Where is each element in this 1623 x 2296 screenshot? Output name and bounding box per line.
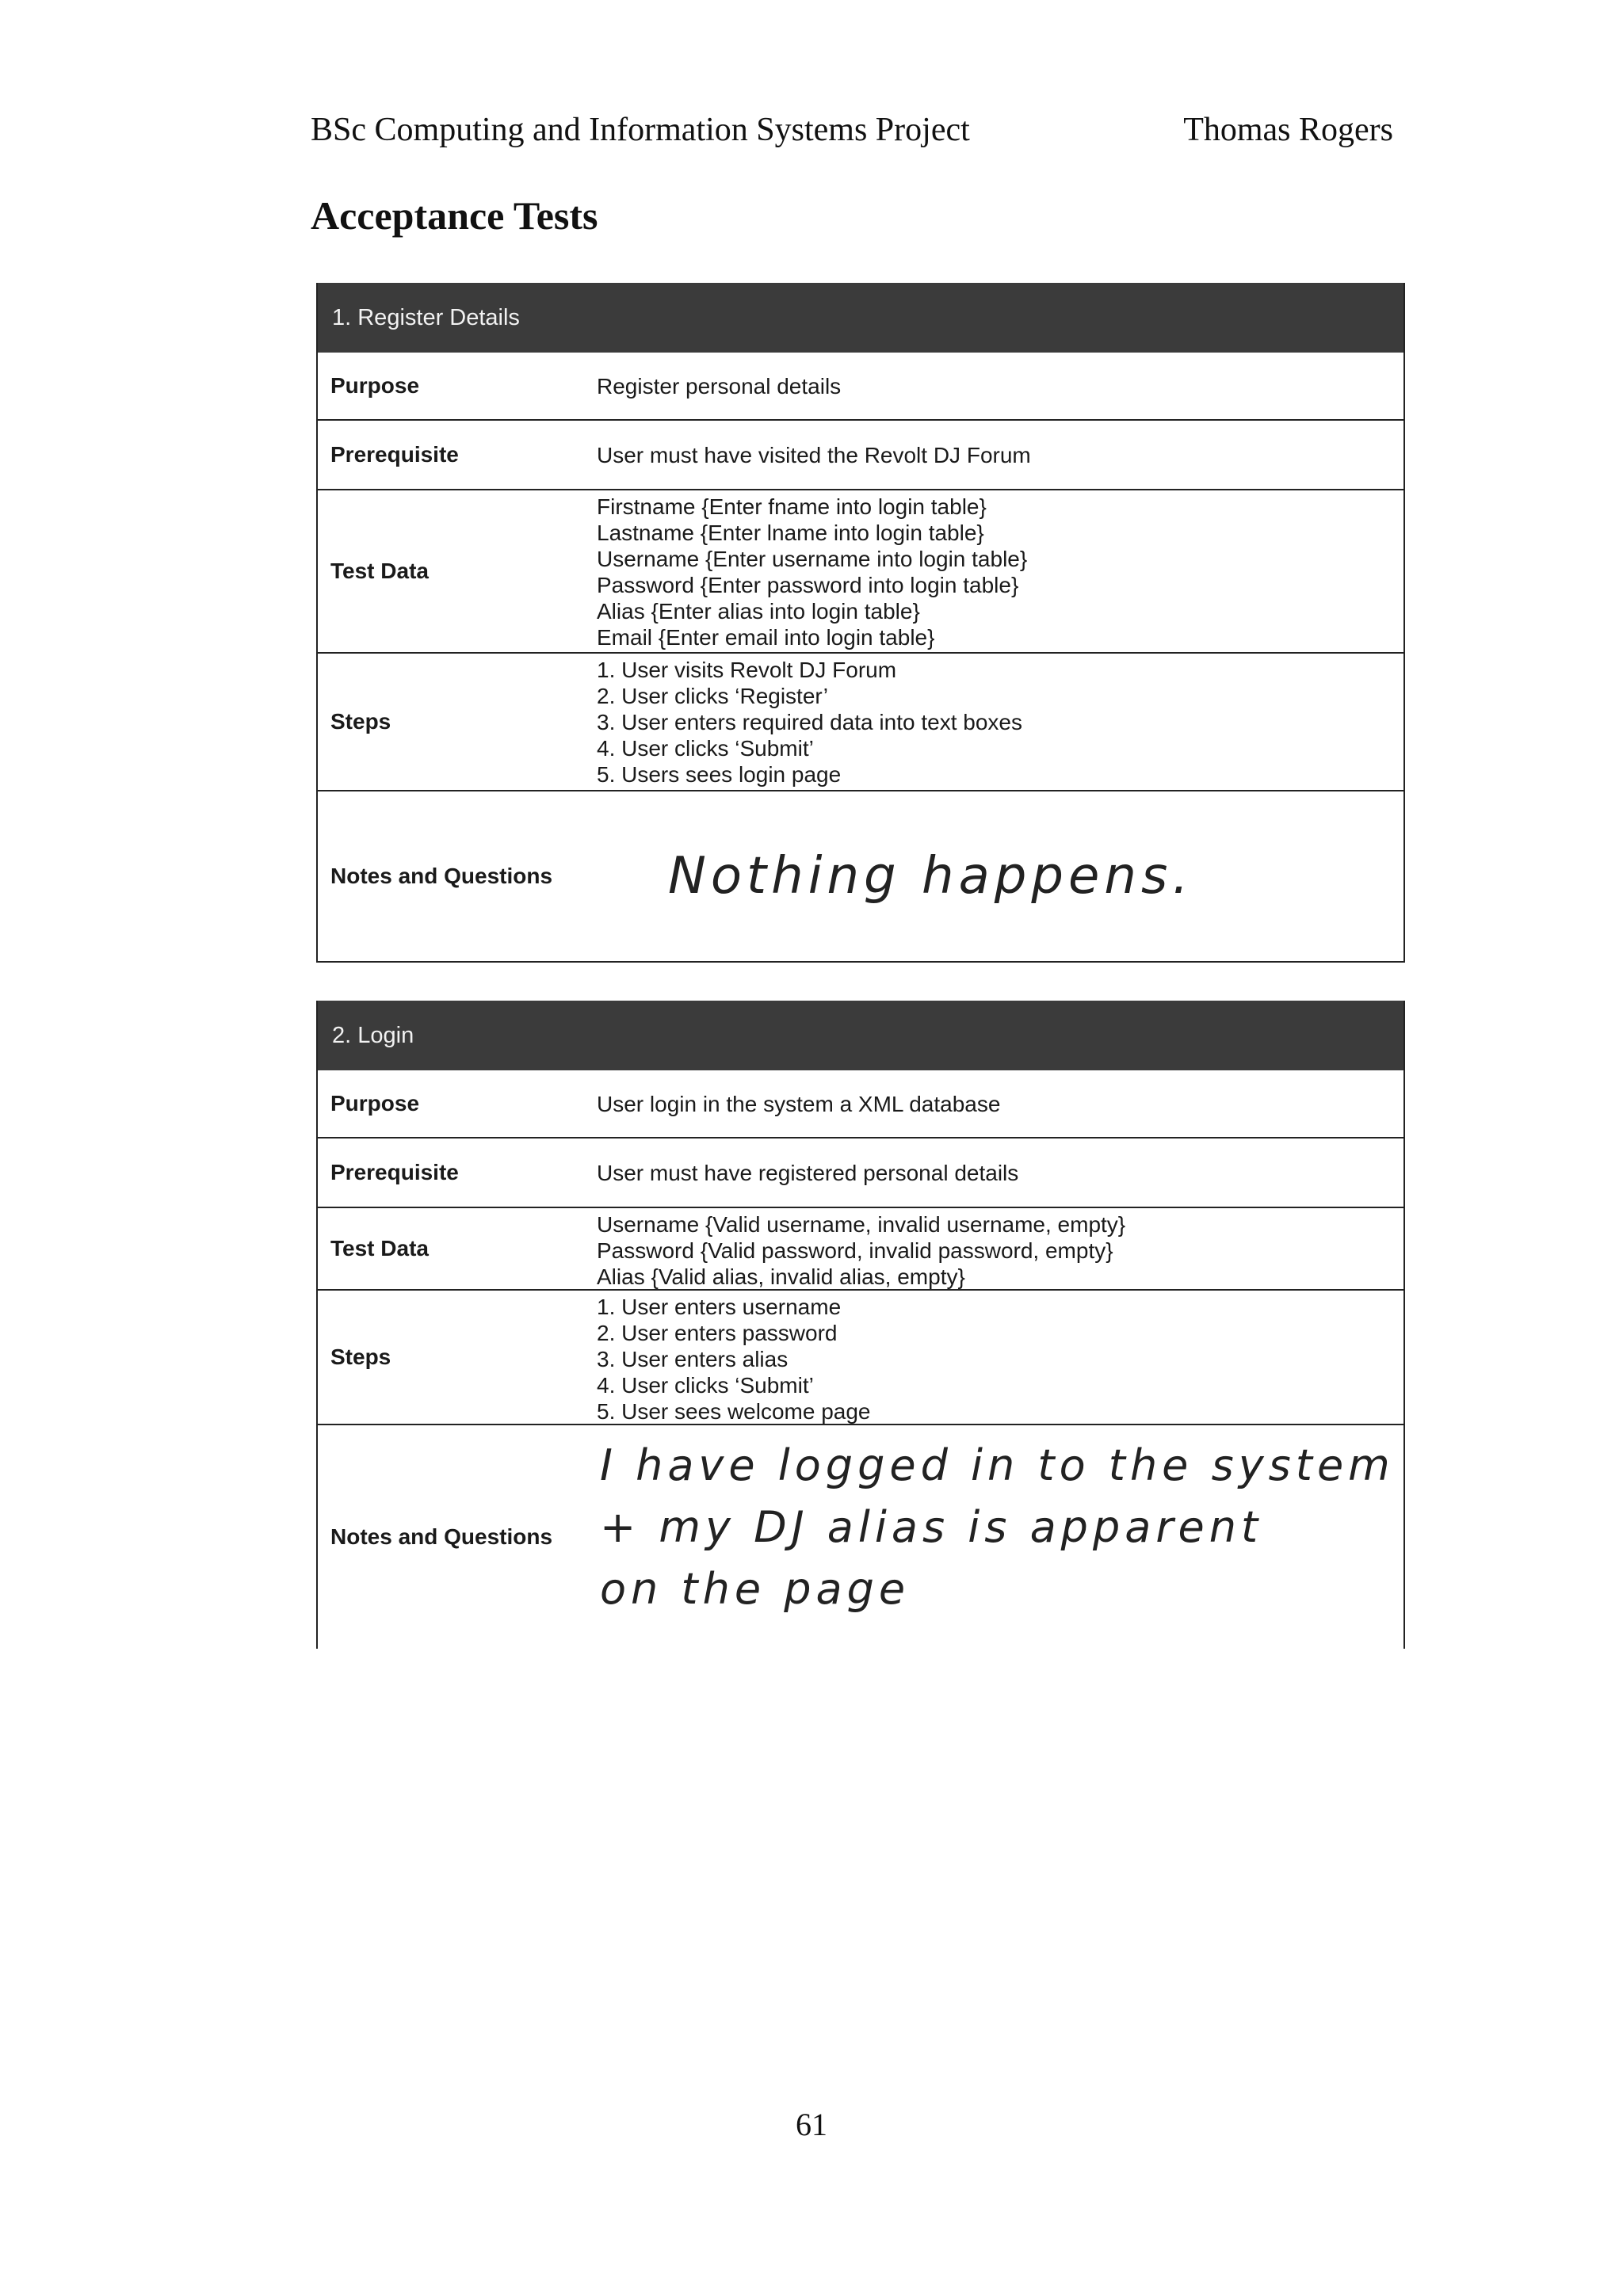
prerequisite-label: Prerequisite	[330, 442, 459, 467]
test-data-row	[318, 1208, 1403, 1291]
step-item: 3. User enters required data into text boxes	[597, 710, 1022, 734]
test-data-item: Username {Valid username, invalid username, empty}	[597, 1212, 1126, 1237]
step-item: 1. User visits Revolt DJ Forum	[597, 658, 897, 682]
running-header-title: BSc Computing and Information Systems Project	[311, 112, 970, 148]
test-data-list	[597, 490, 1403, 652]
test-card-register	[316, 283, 1405, 963]
step-item: 1. User enters username	[597, 1295, 842, 1319]
steps-row	[318, 654, 1403, 791]
handwritten-note	[597, 1425, 1403, 1649]
purpose-row	[318, 1070, 1403, 1138]
prerequisite-row	[318, 1138, 1403, 1208]
test-data-item: Alias {Valid alias, invalid alias, empty}	[597, 1264, 965, 1289]
step-item: 2. User clicks ‘Register’	[597, 684, 828, 708]
handwritten-note-line: + my DJ alias is apparent	[600, 1502, 1263, 1552]
test-data-item: Username {Enter username into login table}	[597, 547, 1028, 571]
purpose-row	[318, 353, 1403, 421]
step-item: 3. User enters alias	[597, 1347, 789, 1371]
step-item: 4. User clicks ‘Submit’	[597, 736, 814, 761]
steps-list	[597, 654, 1403, 790]
step-item: 5. User sees welcome page	[597, 1399, 871, 1424]
test-data-row	[318, 490, 1403, 654]
prerequisite-value: User must have registered personal details	[597, 1160, 1019, 1185]
purpose-label: Purpose	[330, 373, 420, 398]
notes-row	[318, 1425, 1403, 1649]
page-number: 61	[796, 2107, 827, 2142]
test-data-list	[597, 1208, 1403, 1289]
steps-label: Steps	[330, 709, 391, 734]
test-data-item: Lastname {Enter lname into login table}	[597, 521, 984, 545]
test-data-label: Test Data	[330, 559, 429, 583]
step-item: 4. User clicks ‘Submit’	[597, 1373, 814, 1398]
running-header-author: Thomas Rogers	[1183, 112, 1393, 148]
step-item: 5. Users sees login page	[597, 762, 842, 787]
test-data-item: Alias {Enter alias into login table}	[597, 599, 920, 624]
test-heading: 1. Register Details	[318, 283, 1403, 353]
test-card-login	[316, 1001, 1405, 1649]
steps-list	[597, 1291, 1403, 1424]
test-data-item: Firstname {Enter fname into login table}	[597, 494, 987, 519]
steps-row	[318, 1291, 1403, 1425]
test-data-item: Password {Enter password into login table}	[597, 573, 1019, 597]
prerequisite-row	[318, 421, 1403, 490]
test-data-label: Test Data	[330, 1236, 429, 1261]
steps-label: Steps	[330, 1344, 391, 1369]
notes-label: Notes and Questions	[330, 864, 553, 888]
prerequisite-value: User must have visited the Revolt DJ Forum	[597, 442, 1031, 467]
notes-label: Notes and Questions	[330, 1524, 553, 1549]
prerequisite-label: Prerequisite	[330, 1160, 459, 1184]
handwritten-note-line: I have logged in to the system	[600, 1440, 1395, 1490]
test-data-item: Password {Valid password, invalid password, empty}	[597, 1238, 1113, 1263]
purpose-label: Purpose	[330, 1091, 420, 1116]
handwritten-note-line: Nothing happens.	[668, 846, 1193, 906]
section-title: Acceptance Tests	[311, 193, 598, 238]
test-data-item: Email {Enter email into login table}	[597, 625, 935, 650]
purpose-value: Register personal details	[597, 373, 842, 399]
notes-row	[318, 791, 1403, 963]
handwritten-note	[597, 791, 1403, 961]
test-heading: 2. Login	[318, 1001, 1403, 1070]
handwritten-note-line: on the page	[600, 1564, 911, 1614]
purpose-value: User login in the system a XML database	[597, 1091, 1001, 1116]
step-item: 2. User enters password	[597, 1321, 838, 1345]
